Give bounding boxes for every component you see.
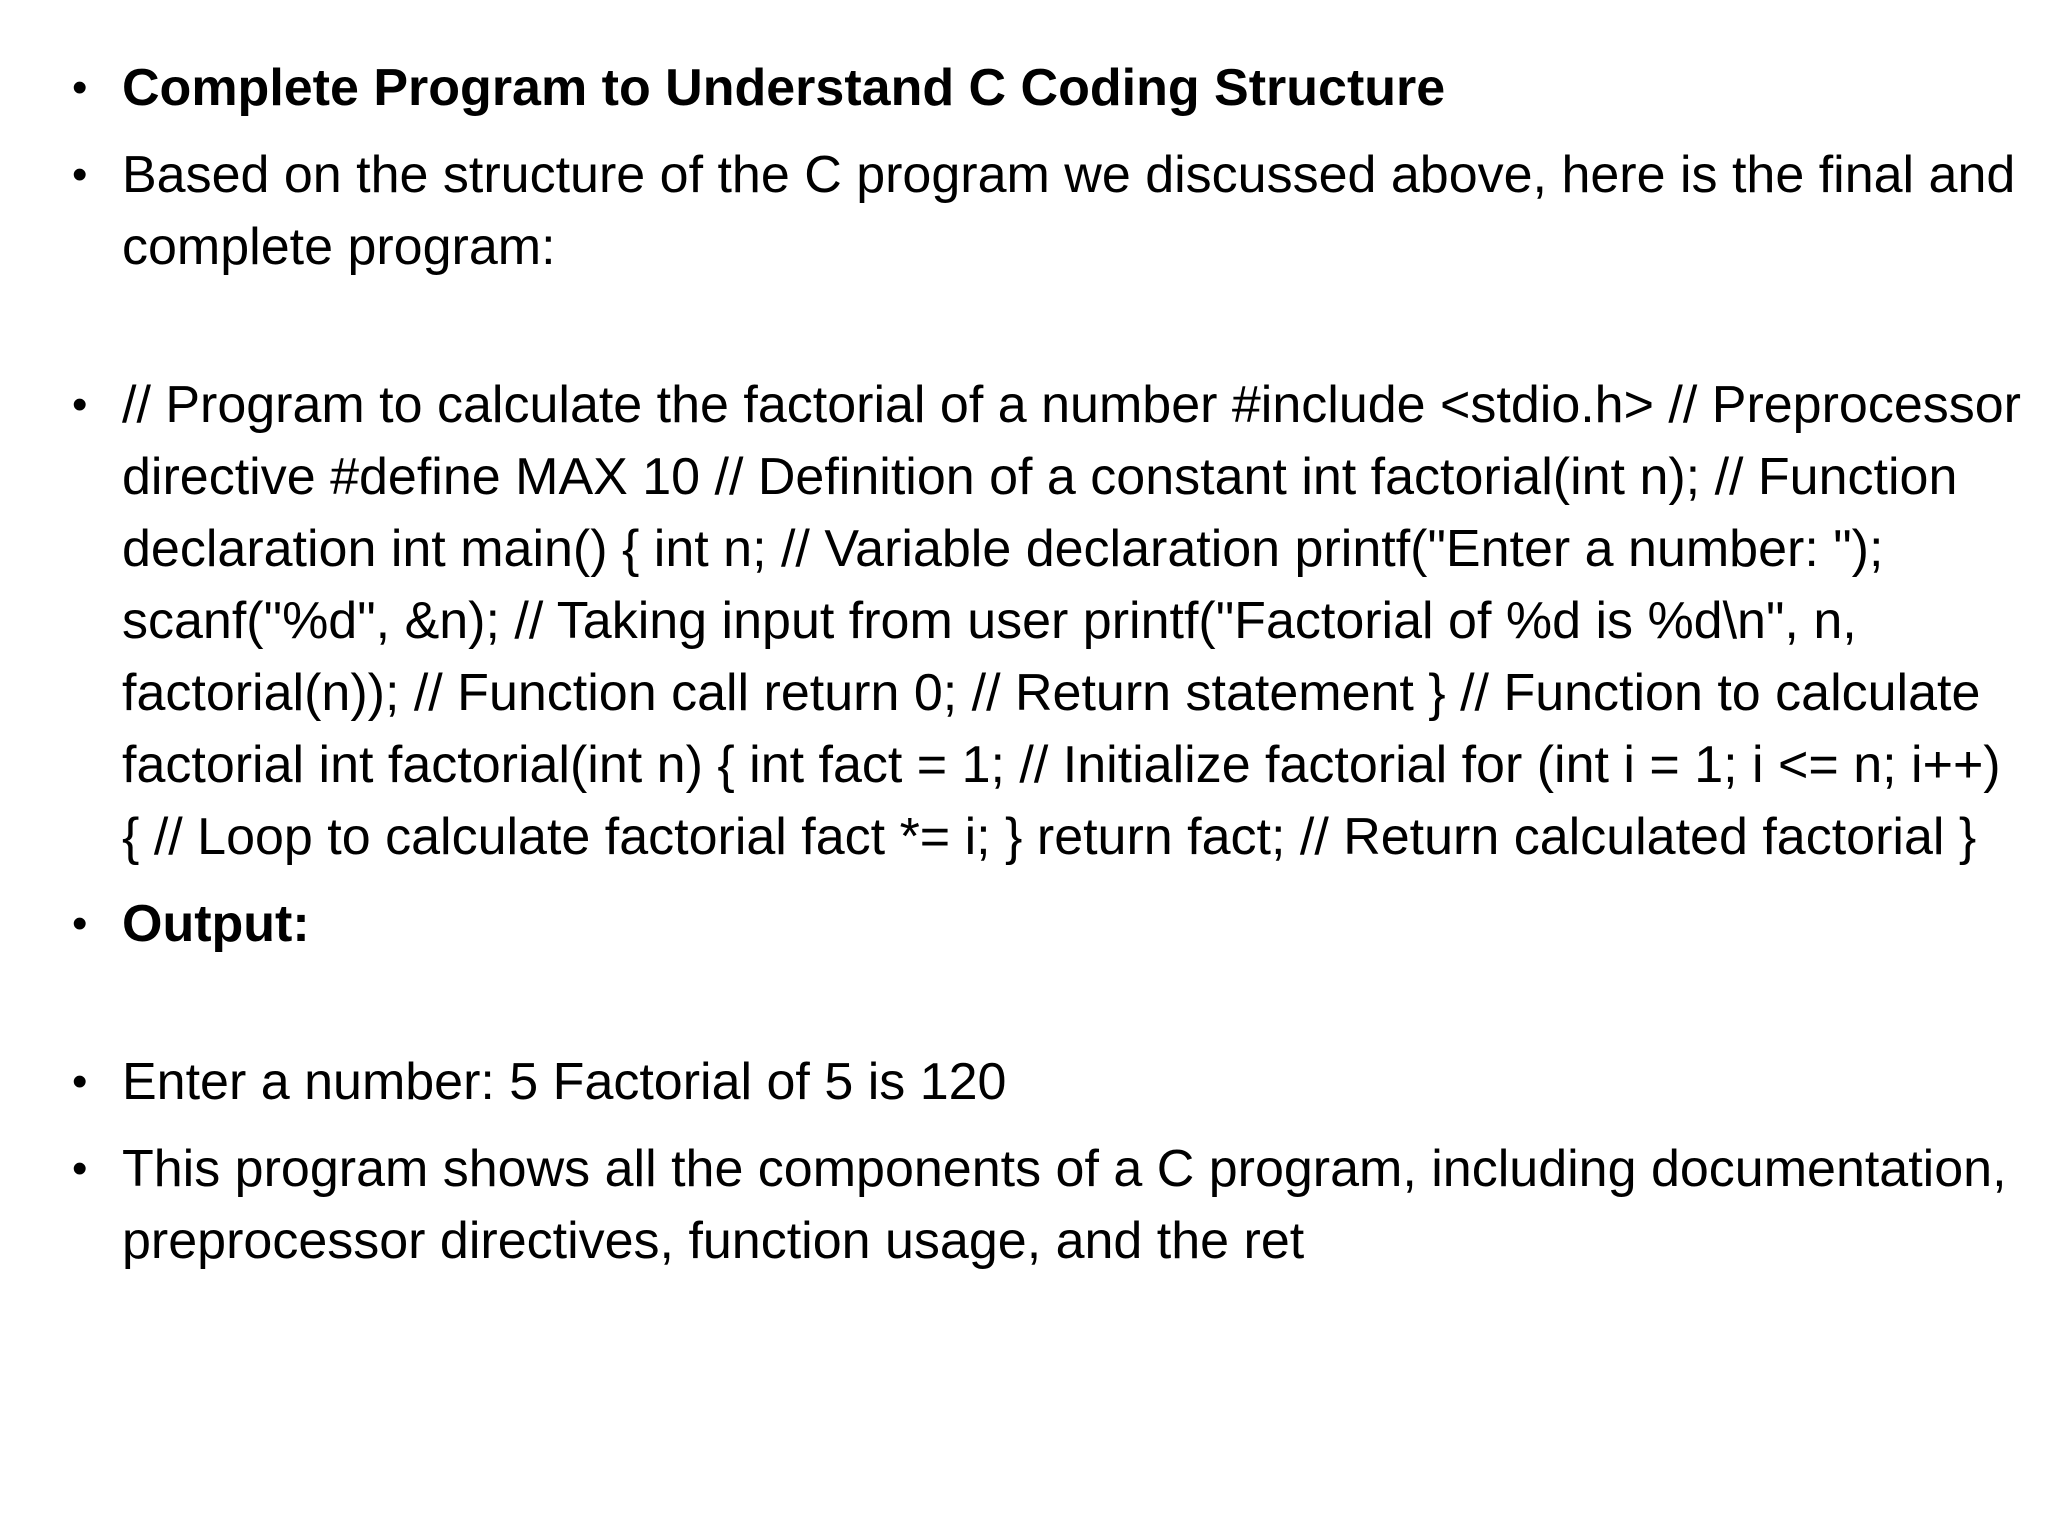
bullet-dot-icon: • xyxy=(72,150,88,199)
bullet-summary xyxy=(72,1133,2022,1277)
bullet-code xyxy=(72,369,2022,873)
bullet-dot-icon: • xyxy=(72,899,88,948)
bullet-output-heading xyxy=(72,888,2022,960)
bullet-dot-icon: • xyxy=(72,1057,88,1106)
bullet-dot-icon: • xyxy=(72,63,88,112)
bullet-list xyxy=(72,52,2022,1292)
bullet-intro xyxy=(72,139,2022,283)
heading-text: Complete Program to Understand C Coding Structure xyxy=(122,59,1446,117)
output-text: Enter a number: 5 Factorial of 5 is 120 xyxy=(122,1053,1007,1111)
bullet-dot-icon: • xyxy=(72,380,88,429)
summary-text: This program shows all the components of a C program, including documentation, preprocessor directives, function usage, and the ret xyxy=(122,1140,2007,1270)
intro-text: Based on the structure of the C program we discussed above, here is the final and complete program: xyxy=(122,146,2016,276)
bullet-output xyxy=(72,1046,2022,1118)
output-heading-text: Output: xyxy=(122,895,310,953)
bullet-dot-icon: • xyxy=(72,1144,88,1193)
bullet-heading xyxy=(72,52,2022,124)
code-text: // Program to calculate the factorial of a number #include <stdio.h> // Preprocessor directive #define MAX 10 // Definition of a constant int factorial(int n); // Function declaration int main() { int n; // Variable declaration printf("Enter a number: "); scanf("%d", &n); // Taking input from user printf("Factorial of %d is %d\n", n, factorial(n)); // Function call return 0; // Return statement } // Function to calculate factorial int factorial(int n) { int fact = 1; // Initialize factorial for (int i = 1; i <= n; i++) { // Loop to calculate factorial fact *= i; } return fact; // Return calculated factorial } xyxy=(122,376,2021,866)
